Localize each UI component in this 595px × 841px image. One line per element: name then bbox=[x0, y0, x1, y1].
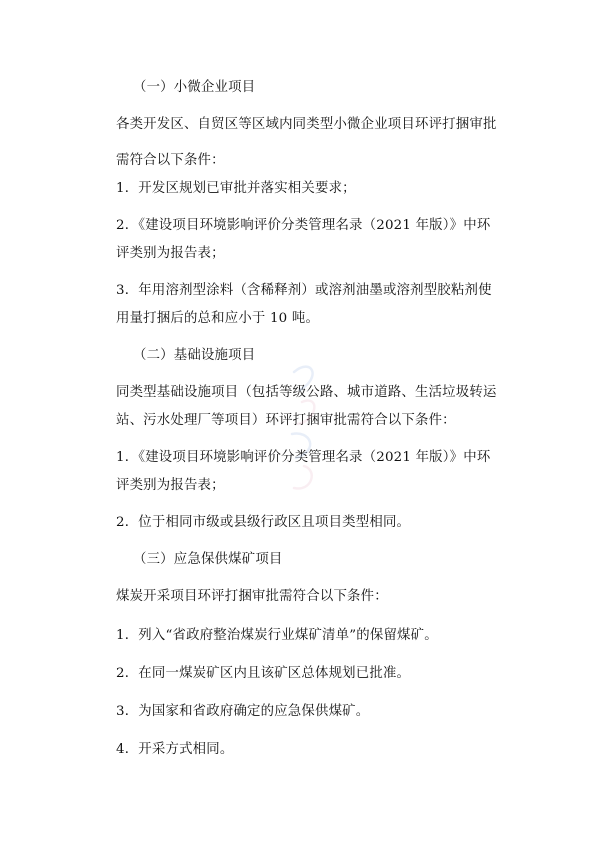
section-1-item-2-line-1: 2．《建设项目环境影响评价分类管理名录（2021 年版）》中环 bbox=[116, 218, 491, 233]
section-1-item-2-line-2: 评类别为报告表； bbox=[116, 246, 225, 261]
section-2-item-1-line-2: 评类别为报告表； bbox=[116, 478, 225, 493]
section-3-item-2: 2．在同一煤炭矿区内且该矿区总体规划已批准。 bbox=[116, 666, 411, 681]
section-heading-3: （三）应急保供煤矿项目 bbox=[133, 552, 283, 567]
section-2-item-2: 2．位于相同市级或县级行政区且项目类型相同。 bbox=[116, 515, 411, 530]
watermark-icon bbox=[282, 352, 330, 502]
section-2-item-1-line-1: 1．《建设项目环境影响评价分类管理名录（2021 年版）》中环 bbox=[116, 450, 491, 465]
section-heading-1: （一）小微企业项目 bbox=[133, 80, 256, 95]
section-1-item-3-line-2: 用量打捆后的总和应小于 10 吨。 bbox=[116, 311, 320, 326]
section-2-intro-line-1: 同类型基础设施项目（包括等级公路、城市道路、生活垃圾转运 bbox=[116, 385, 497, 400]
section-1-item-3-line-1: 3．年用溶剂型涂料（含稀释剂）或溶剂油墨或溶剂型胶粘剂使 bbox=[116, 283, 492, 298]
section-3-item-4: 4．开采方式相同。 bbox=[116, 742, 234, 757]
section-1-intro-line-1: 各类开发区、自贸区等区域内同类型小微企业项目环评打捆审批 bbox=[116, 117, 497, 132]
section-3-item-3: 3．为国家和省政府确定的应急保供煤矿。 bbox=[116, 704, 370, 719]
section-1-intro-line-2: 需符合以下条件： bbox=[116, 153, 225, 168]
section-3-item-1: 1．列入“省政府整治煤炭行业煤矿清单”的保留煤矿。 bbox=[116, 628, 438, 643]
section-heading-2: （二）基础设施项目 bbox=[133, 348, 256, 363]
section-2-intro-line-2: 站、污水处理厂等项目）环评打捆审批需符合以下条件： bbox=[116, 413, 456, 428]
section-3-intro-line-1: 煤炭开采项目环评打捆审批需符合以下条件： bbox=[116, 589, 388, 604]
section-1-item-1: 1．开发区规划已审批并落实相关要求； bbox=[116, 181, 356, 196]
